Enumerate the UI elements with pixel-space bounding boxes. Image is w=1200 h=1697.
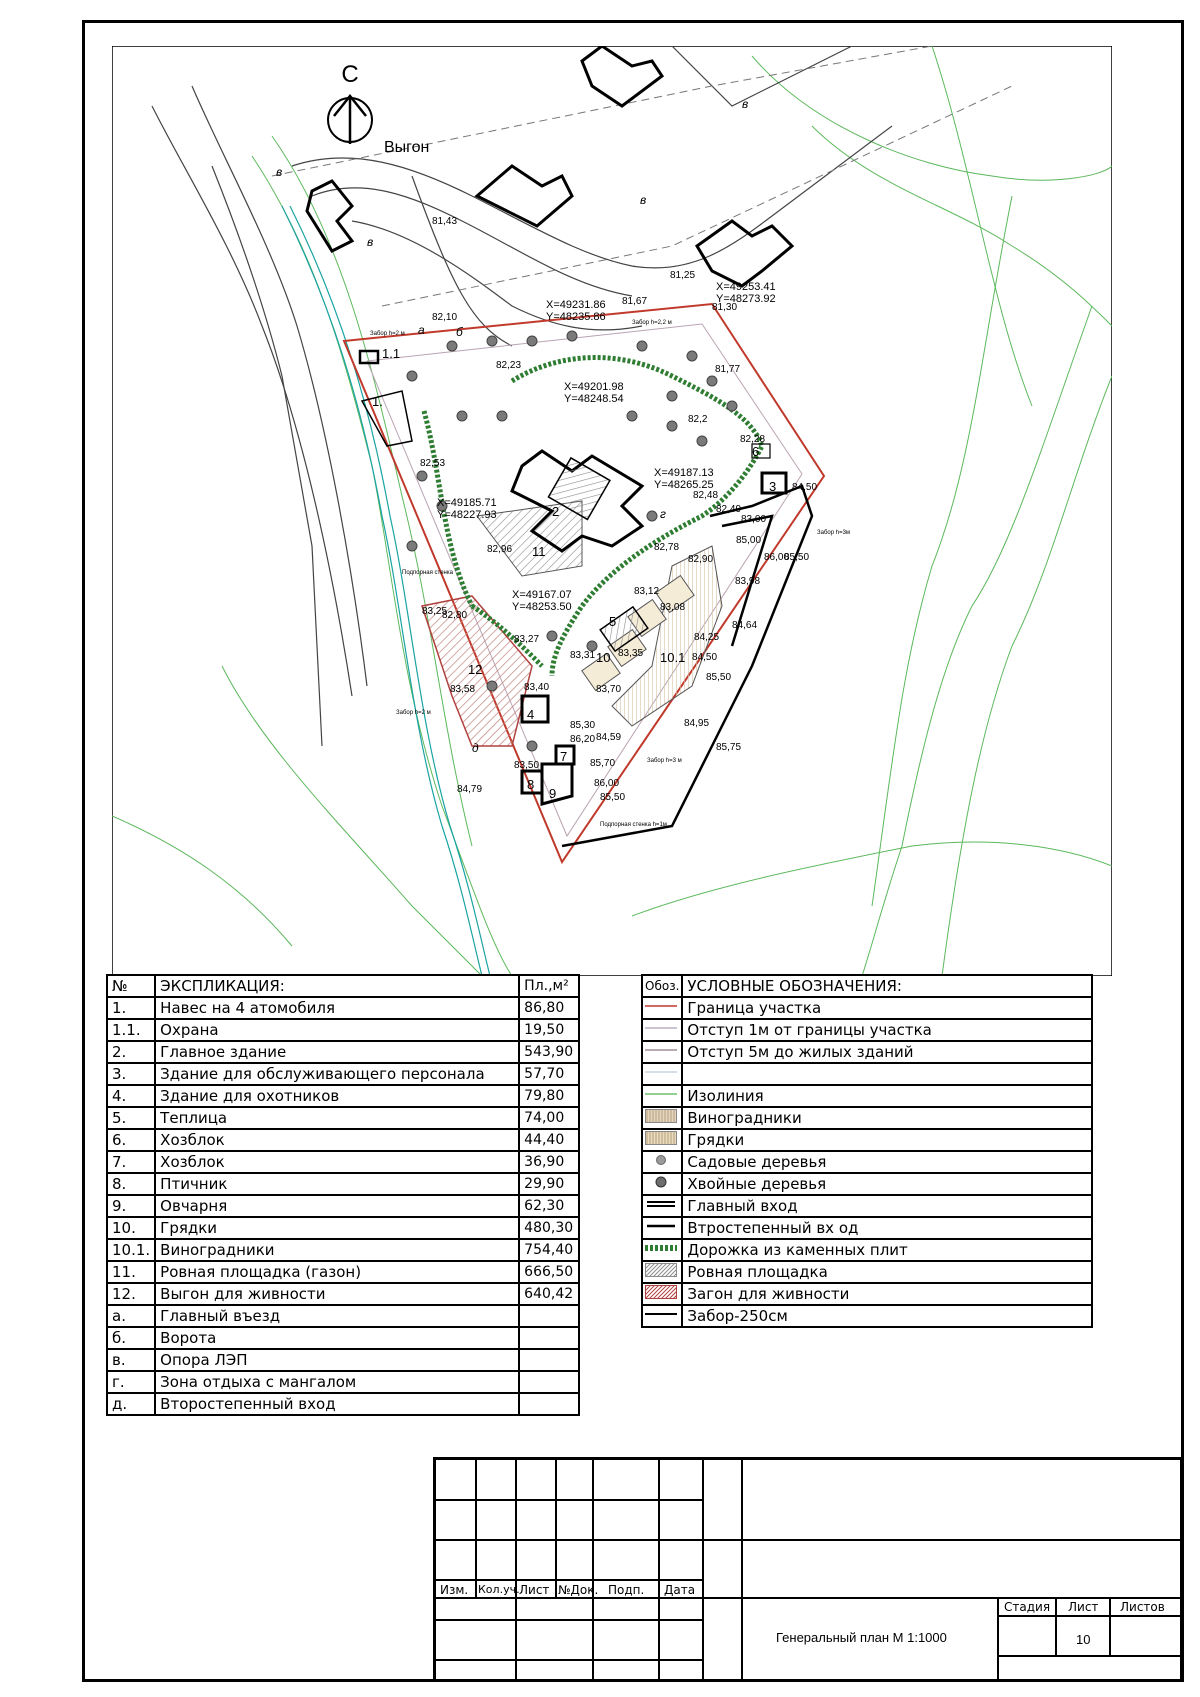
explication-row	[107, 1261, 579, 1283]
svg-text:Y=48235.86: Y=48235.86	[546, 311, 606, 323]
svg-text:84,50: 84,50	[692, 652, 718, 663]
legend-label: Садовые деревья	[682, 1151, 1092, 1173]
svg-text:86,20: 86,20	[570, 734, 596, 745]
svg-text:85,50: 85,50	[784, 552, 810, 563]
legend-label: Граница участка	[682, 997, 1092, 1019]
pen-hatch-icon	[642, 1283, 682, 1305]
explication-num: 11.	[107, 1261, 155, 1283]
explication-num: 10.	[107, 1217, 155, 1239]
svg-text:2: 2	[552, 504, 560, 519]
svg-text:б: б	[456, 325, 463, 339]
explication-row	[107, 997, 579, 1019]
explication-num: д.	[107, 1393, 155, 1415]
explication-row	[107, 1371, 579, 1393]
svg-text:Забор h=2,2 м: Забор h=2,2 м	[632, 320, 672, 326]
name-header: ЭКСПЛИКАЦИЯ:	[155, 975, 519, 997]
explication-row	[107, 1129, 579, 1151]
explication-row	[107, 1393, 579, 1415]
beds-hatch-icon	[642, 1129, 682, 1151]
explication-row	[107, 1151, 579, 1173]
explication-name: Выгон для живности	[155, 1283, 519, 1305]
svg-text:84,79: 84,79	[457, 784, 483, 795]
svg-text:81,43: 81,43	[432, 216, 458, 227]
svg-text:12: 12	[468, 662, 483, 677]
svg-text:82,80: 82,80	[442, 610, 468, 621]
svg-text:1.: 1.	[372, 394, 383, 409]
col-list: Лист	[519, 1583, 550, 1597]
explication-area: 19,50	[519, 1019, 579, 1041]
legend-row	[642, 1129, 1092, 1151]
svg-text:84,25: 84,25	[694, 632, 720, 643]
svg-text:4: 4	[527, 707, 535, 722]
svg-text:85,00: 85,00	[736, 535, 762, 546]
svg-text:а: а	[418, 323, 425, 337]
explication-area	[519, 1327, 579, 1349]
svg-text:Y=48253.50: Y=48253.50	[512, 601, 572, 613]
explication-num: 2.	[107, 1041, 155, 1063]
explication-area: 86,80	[519, 997, 579, 1019]
legend-row	[642, 1085, 1092, 1107]
explication-row	[107, 1107, 579, 1129]
svg-text:84,59: 84,59	[596, 732, 622, 743]
legend-label: Втростепенный вх од	[682, 1217, 1092, 1239]
explication-num: 8.	[107, 1173, 155, 1195]
svg-text:X=49201.98: X=49201.98	[564, 381, 624, 393]
legend-label: Виноградники	[682, 1107, 1092, 1129]
svg-text:8: 8	[527, 777, 535, 792]
stage-label: Стадия	[1004, 1600, 1051, 1614]
svg-text:3: 3	[769, 479, 777, 494]
legend-row	[642, 1173, 1092, 1195]
vineyard-hatch-icon	[642, 1107, 682, 1129]
explication-num: 7.	[107, 1151, 155, 1173]
svg-text:83,08: 83,08	[660, 602, 686, 613]
explication-area: 480,30	[519, 1217, 579, 1239]
legend-row	[642, 1107, 1092, 1129]
legend-row	[642, 1283, 1092, 1305]
num-header: №	[107, 975, 155, 997]
legend-header	[642, 975, 1092, 997]
secondary-entrance-icon	[642, 1217, 682, 1239]
explication-name: Хозблок	[155, 1151, 519, 1173]
svg-text:82,48: 82,48	[693, 490, 719, 501]
svg-text:83,70: 83,70	[596, 684, 622, 695]
legend-label: Изолиния	[682, 1085, 1092, 1107]
svg-text:в: в	[367, 235, 374, 249]
svg-text:Забор h=2 м: Забор h=2 м	[370, 331, 405, 337]
title-block-grid	[436, 1460, 1184, 1682]
svg-text:85,50: 85,50	[706, 672, 732, 683]
explication-area: 666,50	[519, 1261, 579, 1283]
thin-line-icon	[642, 1041, 682, 1063]
explication-row	[107, 1195, 579, 1217]
svg-text:Забор h=3 м: Забор h=3 м	[647, 758, 682, 764]
svg-text:83,58: 83,58	[450, 684, 476, 695]
explication-num: 1.	[107, 997, 155, 1019]
svg-text:Подпорная стенка: Подпорная стенка	[402, 570, 453, 576]
svg-text:81,77: 81,77	[715, 364, 741, 375]
svg-text:д: д	[472, 741, 479, 755]
legend-row	[642, 1239, 1092, 1261]
svg-text:82,78: 82,78	[654, 542, 680, 553]
explication-name: Теплица	[155, 1107, 519, 1129]
explication-num: в.	[107, 1349, 155, 1371]
site-plan	[112, 46, 1112, 976]
explication-name: Второстепенный вход	[155, 1393, 519, 1415]
svg-text:82,49: 82,49	[716, 504, 742, 515]
legend-row	[642, 1019, 1092, 1041]
explication-row	[107, 1019, 579, 1041]
svg-text:в: в	[742, 97, 749, 111]
svg-text:Забор h=3м: Забор h=3м	[817, 530, 851, 536]
legend-row	[642, 1151, 1092, 1173]
explication-area	[519, 1371, 579, 1393]
lawn-hatch-icon	[642, 1261, 682, 1283]
explication-name: Главный въезд	[155, 1305, 519, 1327]
explication-area: 57,70	[519, 1063, 579, 1085]
explication-area: 29,90	[519, 1173, 579, 1195]
svg-text:82,53: 82,53	[420, 458, 446, 469]
explication-area	[519, 1349, 579, 1371]
stone-path-icon	[642, 1239, 682, 1261]
legend-row	[642, 1217, 1092, 1239]
svg-text:7: 7	[560, 749, 568, 764]
svg-text:86,00: 86,00	[764, 552, 790, 563]
svg-text:83,31: 83,31	[570, 650, 596, 661]
svg-text:83,00: 83,00	[741, 514, 767, 525]
green-line-icon	[642, 1085, 682, 1107]
explication-area: 543,90	[519, 1041, 579, 1063]
explication-table	[106, 974, 580, 1416]
legend-label: Ровная площадка	[682, 1261, 1092, 1283]
legend-row	[642, 1305, 1092, 1327]
legend-label: Загон для живности	[682, 1283, 1092, 1305]
svg-text:Y=48248.54: Y=48248.54	[564, 393, 624, 405]
col-izm: Изм.	[440, 1583, 469, 1597]
north-letter: С	[341, 61, 359, 88]
legend-label: Главный вход	[682, 1195, 1092, 1217]
garden-tree-icon	[642, 1151, 682, 1173]
legend-row	[642, 997, 1092, 1019]
explication-name: Охрана	[155, 1019, 519, 1041]
svg-text:85,70: 85,70	[590, 758, 616, 769]
svg-text:г: г	[660, 507, 666, 521]
explication-name: Ровная площадка (газон)	[155, 1261, 519, 1283]
svg-text:X=49187.13: X=49187.13	[654, 467, 714, 479]
title-block	[433, 1457, 1181, 1679]
explication-name: Овчарня	[155, 1195, 519, 1217]
explication-num: 1.1.	[107, 1019, 155, 1041]
legend-row	[642, 1261, 1092, 1283]
explication-row	[107, 1239, 579, 1261]
drawing-title: Генеральный план М 1:1000	[776, 1630, 947, 1645]
explication-row	[107, 1173, 579, 1195]
svg-text:6: 6	[752, 444, 760, 459]
col-data: Дата	[664, 1583, 696, 1597]
explication-area: 754,40	[519, 1239, 579, 1261]
explication-row	[107, 1041, 579, 1063]
svg-text:83,50: 83,50	[514, 760, 540, 771]
sheets-label: Листов	[1120, 1600, 1165, 1614]
legend-row	[642, 1041, 1092, 1063]
svg-text:X=49167.07: X=49167.07	[512, 589, 572, 601]
explication-num: 12.	[107, 1283, 155, 1305]
explication-row	[107, 1217, 579, 1239]
red-line-icon	[642, 997, 682, 1019]
svg-text:81,67: 81,67	[622, 296, 648, 307]
sheet-number: 10	[1076, 1632, 1091, 1647]
svg-text:82,23: 82,23	[496, 360, 522, 371]
legend-table	[641, 974, 1093, 1328]
explication-num: г.	[107, 1371, 155, 1393]
thin-line-icon	[642, 1063, 682, 1085]
svg-text:X=49185.71: X=49185.71	[437, 497, 497, 509]
explication-area: 640,42	[519, 1283, 579, 1305]
legend-label: Отступ 1м от границы участка	[682, 1019, 1092, 1041]
svg-text:85,75: 85,75	[716, 742, 742, 753]
explication-name: Опора ЛЭП	[155, 1349, 519, 1371]
svg-text:82,10: 82,10	[432, 312, 458, 323]
svg-text:1.1: 1.1	[382, 346, 401, 361]
main-entrance-icon	[642, 1195, 682, 1217]
svg-text:84,50: 84,50	[792, 482, 818, 493]
explication-area	[519, 1305, 579, 1327]
svg-text:Подпорная стенка h=1м: Подпорная стенка h=1м	[600, 822, 667, 828]
col-podp: Подп.	[608, 1583, 645, 1597]
svg-text:82,90: 82,90	[688, 554, 714, 565]
svg-text:Забор h=2 м: Забор h=2 м	[396, 710, 431, 716]
explication-name: Зона отдыха с мангалом	[155, 1371, 519, 1393]
explication-name: Главное здание	[155, 1041, 519, 1063]
explication-row	[107, 1305, 579, 1327]
explication-area: 74,00	[519, 1107, 579, 1129]
svg-text:10.1: 10.1	[660, 650, 686, 665]
svg-text:83,27: 83,27	[514, 634, 540, 645]
explication-row	[107, 1349, 579, 1371]
explication-area: 36,90	[519, 1151, 579, 1173]
svg-text:82,2: 82,2	[688, 414, 708, 425]
svg-text:81,25: 81,25	[670, 270, 696, 281]
svg-text:в: в	[640, 193, 647, 207]
explication-row	[107, 1085, 579, 1107]
thin-line-icon	[642, 1019, 682, 1041]
svg-text:X=49231.86: X=49231.86	[546, 299, 606, 311]
svg-text:11: 11	[532, 544, 546, 559]
legend-label: Хвойные деревья	[682, 1173, 1092, 1195]
explication-num: 9.	[107, 1195, 155, 1217]
svg-text:Y=48265.25: Y=48265.25	[654, 479, 714, 491]
legend-label: Отступ 5м до жилых зданий	[682, 1041, 1092, 1063]
explication-row	[107, 1063, 579, 1085]
pasture-label: Выгон	[384, 139, 430, 156]
legend-title: УСЛОВНЫЕ ОБОЗНАЧЕНИЯ:	[682, 975, 1092, 997]
sheet-label: Лист	[1068, 1600, 1099, 1614]
explication-name: Виноградники	[155, 1239, 519, 1261]
col-ndok: №Док.	[558, 1583, 599, 1597]
svg-text:83,40: 83,40	[524, 682, 550, 693]
explication-row	[107, 1283, 579, 1305]
svg-text:5: 5	[609, 614, 617, 629]
svg-text:Y=48273.92: Y=48273.92	[716, 293, 776, 305]
svg-text:Y=48227.93: Y=48227.93	[437, 509, 497, 521]
explication-name: Здание для охотников	[155, 1085, 519, 1107]
explication-num: 4.	[107, 1085, 155, 1107]
svg-text:85,50: 85,50	[600, 792, 626, 803]
legend-row	[642, 1195, 1092, 1217]
explication-row	[107, 1327, 579, 1349]
explication-num: 5.	[107, 1107, 155, 1129]
fence-line-icon	[642, 1305, 682, 1327]
svg-text:9: 9	[549, 786, 557, 801]
explication-num: 10.1.	[107, 1239, 155, 1261]
svg-text:X=49253.41: X=49253.41	[716, 281, 776, 293]
svg-text:85,30: 85,30	[570, 720, 596, 731]
svg-text:84,95: 84,95	[684, 718, 710, 729]
explication-name: Ворота	[155, 1327, 519, 1349]
svg-text:86,00: 86,00	[594, 778, 620, 789]
explication-num: 3.	[107, 1063, 155, 1085]
svg-text:82,96: 82,96	[487, 544, 513, 555]
legend-label: Грядки	[682, 1129, 1092, 1151]
svg-text:в: в	[276, 165, 283, 179]
svg-text:82,28: 82,28	[740, 434, 766, 445]
area-header: Пл.,м²	[519, 975, 579, 997]
svg-text:81,30: 81,30	[712, 302, 738, 313]
legend-label: Забор-250см	[682, 1305, 1092, 1327]
svg-text:83,98: 83,98	[735, 576, 761, 587]
conifer-tree-icon	[642, 1173, 682, 1195]
svg-text:83,25: 83,25	[422, 606, 448, 617]
explication-name: Здание для обслуживающего персонала	[155, 1063, 519, 1085]
svg-text:83,12: 83,12	[634, 586, 660, 597]
explication-num: 6.	[107, 1129, 155, 1151]
explication-name: Птичник	[155, 1173, 519, 1195]
legend-label	[682, 1063, 1092, 1085]
explication-area	[519, 1393, 579, 1415]
symbol-header: Обоз.	[642, 975, 682, 997]
legend-row	[642, 1063, 1092, 1085]
explication-name: Грядки	[155, 1217, 519, 1239]
explication-num: а.	[107, 1305, 155, 1327]
explication-area: 79,80	[519, 1085, 579, 1107]
svg-text:84,64: 84,64	[732, 620, 758, 631]
explication-header	[107, 975, 579, 997]
explication-num: б.	[107, 1327, 155, 1349]
svg-text:10: 10	[596, 650, 611, 665]
explication-area: 62,30	[519, 1195, 579, 1217]
legend-label: Дорожка из каменных плит	[682, 1239, 1092, 1261]
col-kol-uch: Кол.уч.	[478, 1583, 520, 1596]
explication-name: Навес на 4 атомобиля	[155, 997, 519, 1019]
svg-text:83,35: 83,35	[618, 648, 644, 659]
explication-name: Хозблок	[155, 1129, 519, 1151]
explication-area: 44,40	[519, 1129, 579, 1151]
